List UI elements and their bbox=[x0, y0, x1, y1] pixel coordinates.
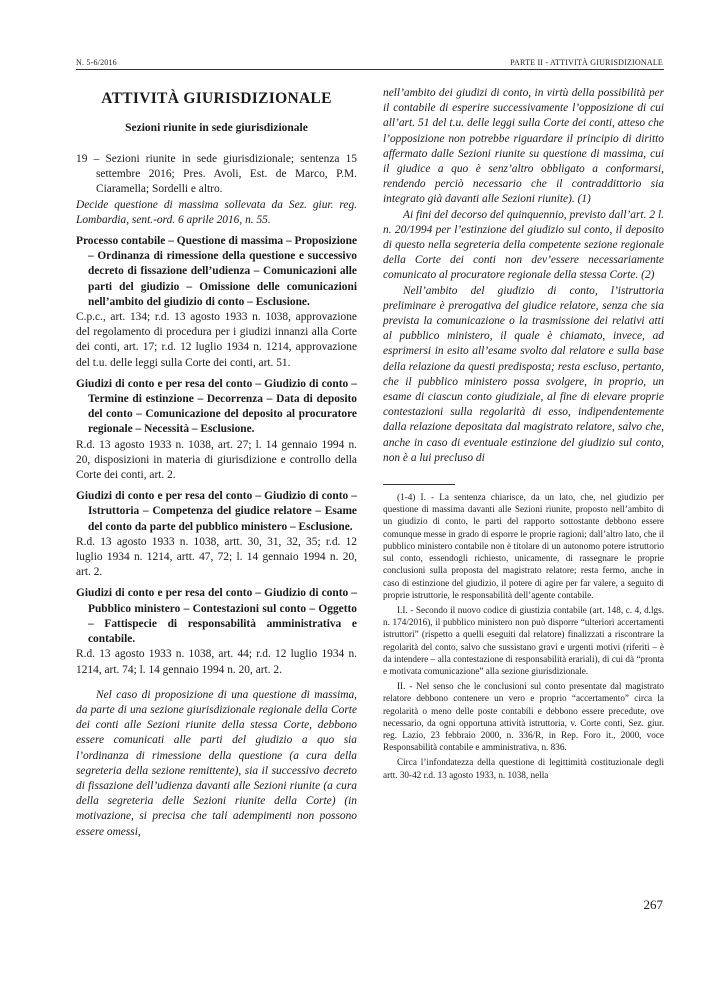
footnote: I.I. - Secondo il nuovo codice di giustizia contabile (art. 148, c. 4, d.lgs. n. 174/2016), il pubblico ministero non può disporre “ulteriori accertamenti istruttori” (rispetto a quelli eseguiti dal relatore) finalizzati a riscontrare la regolarità del conto, salvo che sussistano gravi e urgenti motivi (riferiti – è da intendere – alla contestazione di responsabilità erariali), di cui dà “pronta e motivata comunicazione” alla sezione giurisdizionale. bbox=[383, 604, 664, 676]
decision-line: 19 – Sezioni riunite in sede giurisdizionale; sentenza 15 settembre 2016; Pres. Avoli, Est. de Marco, P.M. Ciaramella; Sordelli e altro. bbox=[76, 153, 357, 196]
massima-reference: R.d. 13 agosto 1933 n. 1038, art. 27; l. 14 gennaio 1994 n. 20, disposizioni in materia di giurisdizione e controllo della Corte dei conti, art. 2. bbox=[76, 438, 357, 482]
massima-reference: R.d. 13 agosto 1933 n. 1038, artt. 30, 31, 32, 35; r.d. 12 luglio 1934 n. 1214, artt. 47, 72; l. 14 gennaio 1994 n. 20, art. 2. bbox=[76, 535, 357, 579]
footnote: II. - Nel senso che le conclusioni sul conto presentate dal magistrato relatore debbono contenere un vero e proprio “accertamento” circa la regolarità o meno delle poste contabili e debbono essere precedute, ove necessario, da ogni opportuna attività istruttoria, v. Corte conti, Sez. giur. reg. Lazio, 23 febbraio 2000, n. 336/R, in Rep. Foro it., 2000, voce Responsabilità contabile e amministrativa, n. 836. bbox=[383, 681, 664, 753]
section-title: ATTIVITÀ GIURISDIZIONALE bbox=[101, 90, 332, 107]
body-paragraph: Nell’ambito del giudizio di conto, l’istruttoria preliminare è prerogativa del giudice relatore, senza che sia prevista la comunicazione o la trasmissione dei relativi atti al pubblico ministero, il quale è chiamato, invece, ad esprimersi in esito all’esame svolto dal relatore e sulla base della relazione da questi predisposta; resta escluso, pertanto, che il pubblico ministero possa svolgere, in proprio, un esame di ciascun conto giudiziale, al fine di elevare proprie contestazioni sulla regolarità di esso, indipendentemente dalla relazione depositata dal magistrato relatore, salvo che, anche in caso di eventuale estinzione del giudizio sul conto, non è a lui precluso di bbox=[383, 284, 664, 464]
massima-heading: Giudizi di conto e per resa del conto – Giudizio di conto – Pubblico ministero – Contestazioni sul conto – Oggetto – Fattispecie di responsabilità amministrativa e contabile. bbox=[76, 587, 357, 646]
decision-header bbox=[76, 152, 357, 228]
footnote: (1-4) I. - La sentenza chiarisce, da un lato, che, nel giudizio per questione di massima davanti alle Sezioni riunite, proposto nell’ambito di un giudizio di conto, le parti del rapporto sottostante debbono essere comunque messe in grado di esporre le proprie ragioni; dall’altro lato, che il pubblico ministero contabile non è titolare di un autonomo potere istruttorio sul conto, essendogli richiesto, unicamente, di rassegnare le proprie conclusioni sulla proposta del magistrato relatore; resta fermo, anche in caso di estinzione del giudizio, il potere di agire per far valere, a seguito di proprie istruttorie, le responsabilità dell’agente contabile. bbox=[383, 492, 664, 600]
massima-heading: Processo contabile – Questione di massima – Proposizione – Ordinanza di rimessione della questione e successivo decreto di fissazione dell’udienza – Comunicazioni alle parti del giudizio – Omissione delle comunicazioni nell’ambito del giudizio di conto – Esclusione. bbox=[76, 235, 357, 308]
body-paragraph: Nel caso di proposizione di una questione di massima, da parte di una sezione giurisdizionale regionale della Corte dei conti alle Sezioni riunite della stessa Corte, debbono essere comunicati alle parti del giudizio a quo sia l’ordinanza di rimessione della questione (a cura della segreteria della sezione remittente), sia il successivo decreto di fissazione dell’udienza davanti alle Sezioni riunite (a cura della segreteria delle Sezioni riunite della Corte) (in motivazione, si precisa che tali adempimenti non possono essere omessi, bbox=[76, 688, 357, 838]
running-header-section: PARTE II - ATTIVITÀ GIURISDIZIONALE bbox=[510, 58, 663, 67]
section-subtitle: Sezioni riunite in sede giurisdizionale bbox=[125, 122, 308, 134]
header-rule bbox=[76, 69, 664, 70]
massima-heading: Giudizi di conto e per resa del conto – Giudizio di conto – Istruttoria – Competenza del giudice relatore – Esame del conto da parte del pubblico ministero – Esclusione. bbox=[76, 490, 357, 533]
right-column bbox=[383, 86, 664, 784]
page-number: 267 bbox=[643, 897, 663, 912]
footnote: Circa l’infondatezza della questione di legittimità costituzionale degli artt. 30-42 r.d. 13 agosto 1933, n. 1038, nella bbox=[383, 757, 664, 780]
body-paragraph: nell’ambito dei giudizi di conto, in virtù della possibilità per il contabile di esperire successivamente l’opposizione di cui all’art. 51 del t.u. delle leggi sulla Corte dei conti, atteso che l’opposizione non potrebbe riguardare il principio di diritto affermato dalle Sezioni riunite su questione di massima, cui il giudice a quo è senz’altro obbligato a conformarsi, rendendo perciò necessario che il contraddittorio sia integrato già davanti alle Sezioni riunite). (1) bbox=[383, 87, 664, 206]
footnote-rule bbox=[383, 484, 455, 485]
massima-reference: R.d. 13 agosto 1933 n. 1038, art. 44; r.d. 12 luglio 1934 n. 1214, art. 74; l. 14 gennaio 1994 n. 20, art. 2. bbox=[76, 648, 357, 676]
decision-note: Decide questione di massima sollevata da Sez. giur. reg. Lombardia, sent.-ord. 6 aprile 2016, n. 55. bbox=[76, 198, 357, 226]
massima-reference: C.p.c., art. 134; r.d. 13 agosto 1933 n. 1038, approvazione del regolamento di procedura per i giudizi innanzi alla Corte dei conti, art. 17; r.d. 12 luglio 1934 n. 1214, approvazione del t.u. delle leggi sulla Corte dei conti, art. 51. bbox=[76, 311, 357, 369]
left-column bbox=[76, 86, 357, 840]
running-header-issue: N. 5-6/2016 bbox=[76, 58, 117, 67]
massima-heading: Giudizi di conto e per resa del conto – Giudizio di conto – Termine di estinzione – Decorrenza – Data di deposito del conto – Comunicazione del deposito al procuratore regionale – Necessità – Esclusione. bbox=[76, 377, 357, 436]
body-paragraph: Ai fini del decorso del quinquennio, previsto dall’art. 2 l. n. 20/1994 per l’estinzione del giudizio sul conto, il deposito di questo nella segreteria della competente sezione regionale della Corte dei conti non dev’essere necessariamente comunicato al procuratore regionale della stessa Corte. (2) bbox=[383, 208, 664, 282]
